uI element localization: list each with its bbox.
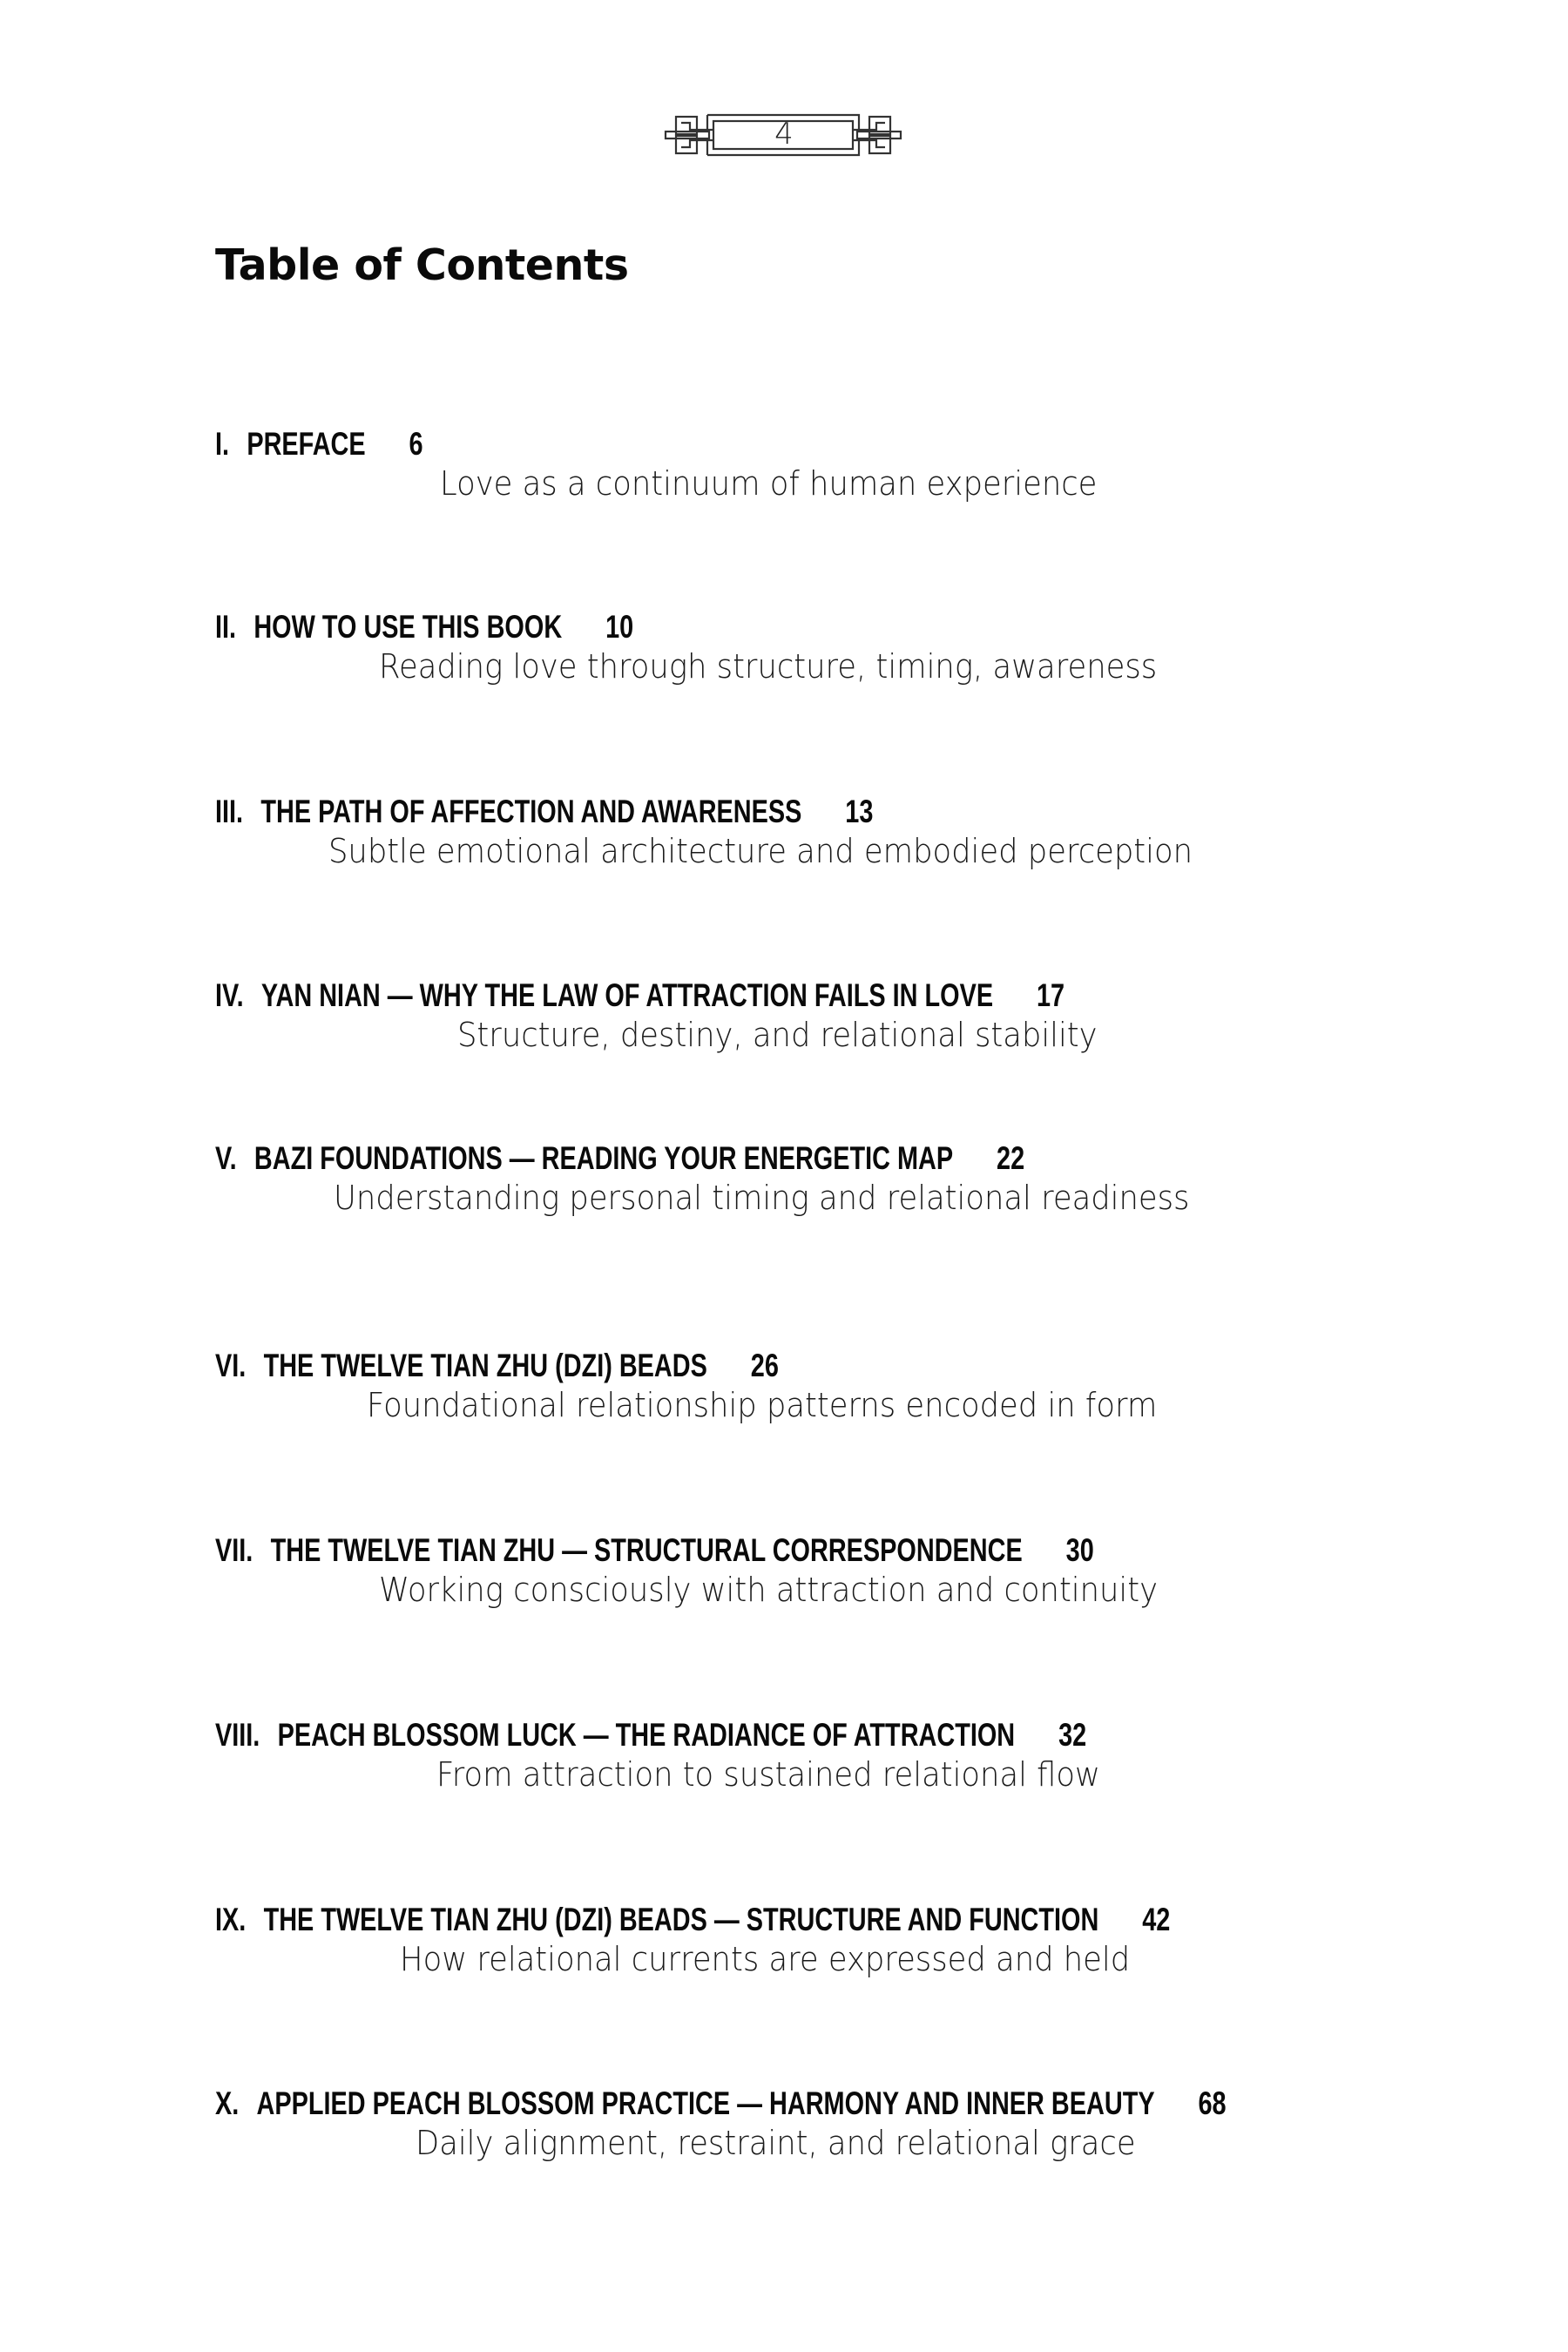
toc-page-number: 10 [605, 609, 634, 645]
toc-subtitle: From attraction to sustained relational flow [436, 1755, 1100, 1794]
toc-entry-1[interactable] [215, 425, 1435, 503]
toc-subtitle: Understanding personal timing and relational readiness [334, 1179, 1190, 1217]
toc-numeral: IX. [215, 1902, 247, 1937]
toc-heading-text: THE PATH OF AFFECTION AND AWARENESS [260, 794, 802, 829]
toc-page-number: 68 [1198, 2085, 1227, 2121]
toc-subtitle: Love as a continuum of human experience [440, 464, 1098, 503]
toc-heading-text: PREFACE [247, 426, 366, 462]
toc-entry-7[interactable] [215, 1531, 1435, 1609]
toc-heading[interactable] [215, 977, 1166, 1015]
toc-subtitle: Structure, destiny, and relational stability [457, 1016, 1098, 1054]
toc-page-number: 42 [1142, 1902, 1171, 1937]
toc-heading-text: HOW TO USE THIS BOOK [253, 609, 563, 645]
page-title: Table of Contents [215, 240, 629, 290]
toc-heading[interactable] [215, 608, 1166, 646]
toc-entry-3[interactable] [215, 793, 1435, 870]
toc-numeral: II. [215, 609, 237, 645]
toc-heading[interactable] [215, 793, 1166, 831]
toc-numeral: I. [215, 426, 230, 462]
toc-heading-text: APPLIED PEACH BLOSSOM PRACTICE — HARMONY AND INNER BEAUTY [256, 2085, 1155, 2121]
toc-subtitle: Daily alignment, restraint, and relational grace [416, 2124, 1136, 2162]
toc-heading[interactable] [215, 1531, 1166, 1570]
toc-page-number: 32 [1058, 1717, 1087, 1753]
toc-heading[interactable] [215, 1139, 1166, 1178]
toc-page-number: 6 [409, 426, 423, 462]
toc-subtitle: Foundational relationship patterns encoded in form [367, 1386, 1158, 1424]
toc-numeral: X. [215, 2085, 240, 2121]
toc-entry-5[interactable] [215, 1139, 1435, 1217]
toc-numeral: IV. [215, 977, 244, 1013]
toc-heading-text: THE TWELVE TIAN ZHU (DZI) BEADS [263, 1348, 707, 1383]
toc-numeral: III. [215, 794, 244, 829]
toc-entry-6[interactable] [215, 1347, 1435, 1424]
toc-heading[interactable] [215, 2085, 1227, 2123]
toc-heading-text: YAN NIAN — WHY THE LAW OF ATTRACTION FAILS IN LOVE [260, 977, 994, 1013]
toc-numeral: VIII. [215, 1717, 260, 1753]
toc-subtitle: How relational currents are expressed and held [400, 1940, 1131, 1978]
toc-page-number: 17 [1036, 977, 1065, 1013]
toc-numeral: VII. [215, 1532, 253, 1568]
toc-heading-text: PEACH BLOSSOM LUCK — THE RADIANCE OF ATTRACTION [277, 1717, 1016, 1753]
toc-entry-4[interactable] [215, 977, 1435, 1054]
toc-heading[interactable] [215, 1347, 1166, 1385]
toc-heading[interactable] [215, 1716, 1166, 1754]
toc-numeral: V. [215, 1140, 237, 1176]
toc-page-number: 22 [997, 1140, 1025, 1176]
toc-page-number: 26 [750, 1348, 779, 1383]
toc-subtitle: Working consciously with attraction and continuity [379, 1571, 1159, 1609]
toc-heading-text: BAZI FOUNDATIONS — READING YOUR ENERGETIC MAP [253, 1140, 954, 1176]
toc-subtitle: Subtle emotional architecture and embodied perception [328, 832, 1193, 870]
toc-page-number: 30 [1065, 1532, 1094, 1568]
toc-heading-text: THE TWELVE TIAN ZHU — STRUCTURAL CORRESPONDENCE [270, 1532, 1023, 1568]
toc-entry-2[interactable] [215, 608, 1435, 686]
toc-numeral: VI. [215, 1348, 247, 1383]
toc-heading[interactable] [215, 1901, 1171, 1939]
toc-subtitle: Reading love through structure, timing, awareness [379, 647, 1158, 686]
toc-page-number: 13 [845, 794, 874, 829]
toc-entry-9[interactable] [215, 1901, 1435, 1978]
toc-entry-8[interactable] [215, 1716, 1435, 1794]
toc-heading[interactable] [215, 425, 1166, 463]
toc-heading-text: THE TWELVE TIAN ZHU (DZI) BEADS — STRUCTURE AND FUNCTION [263, 1902, 1099, 1937]
page-number: 4 [774, 117, 794, 152]
toc-entry-10[interactable] [215, 2085, 1435, 2162]
